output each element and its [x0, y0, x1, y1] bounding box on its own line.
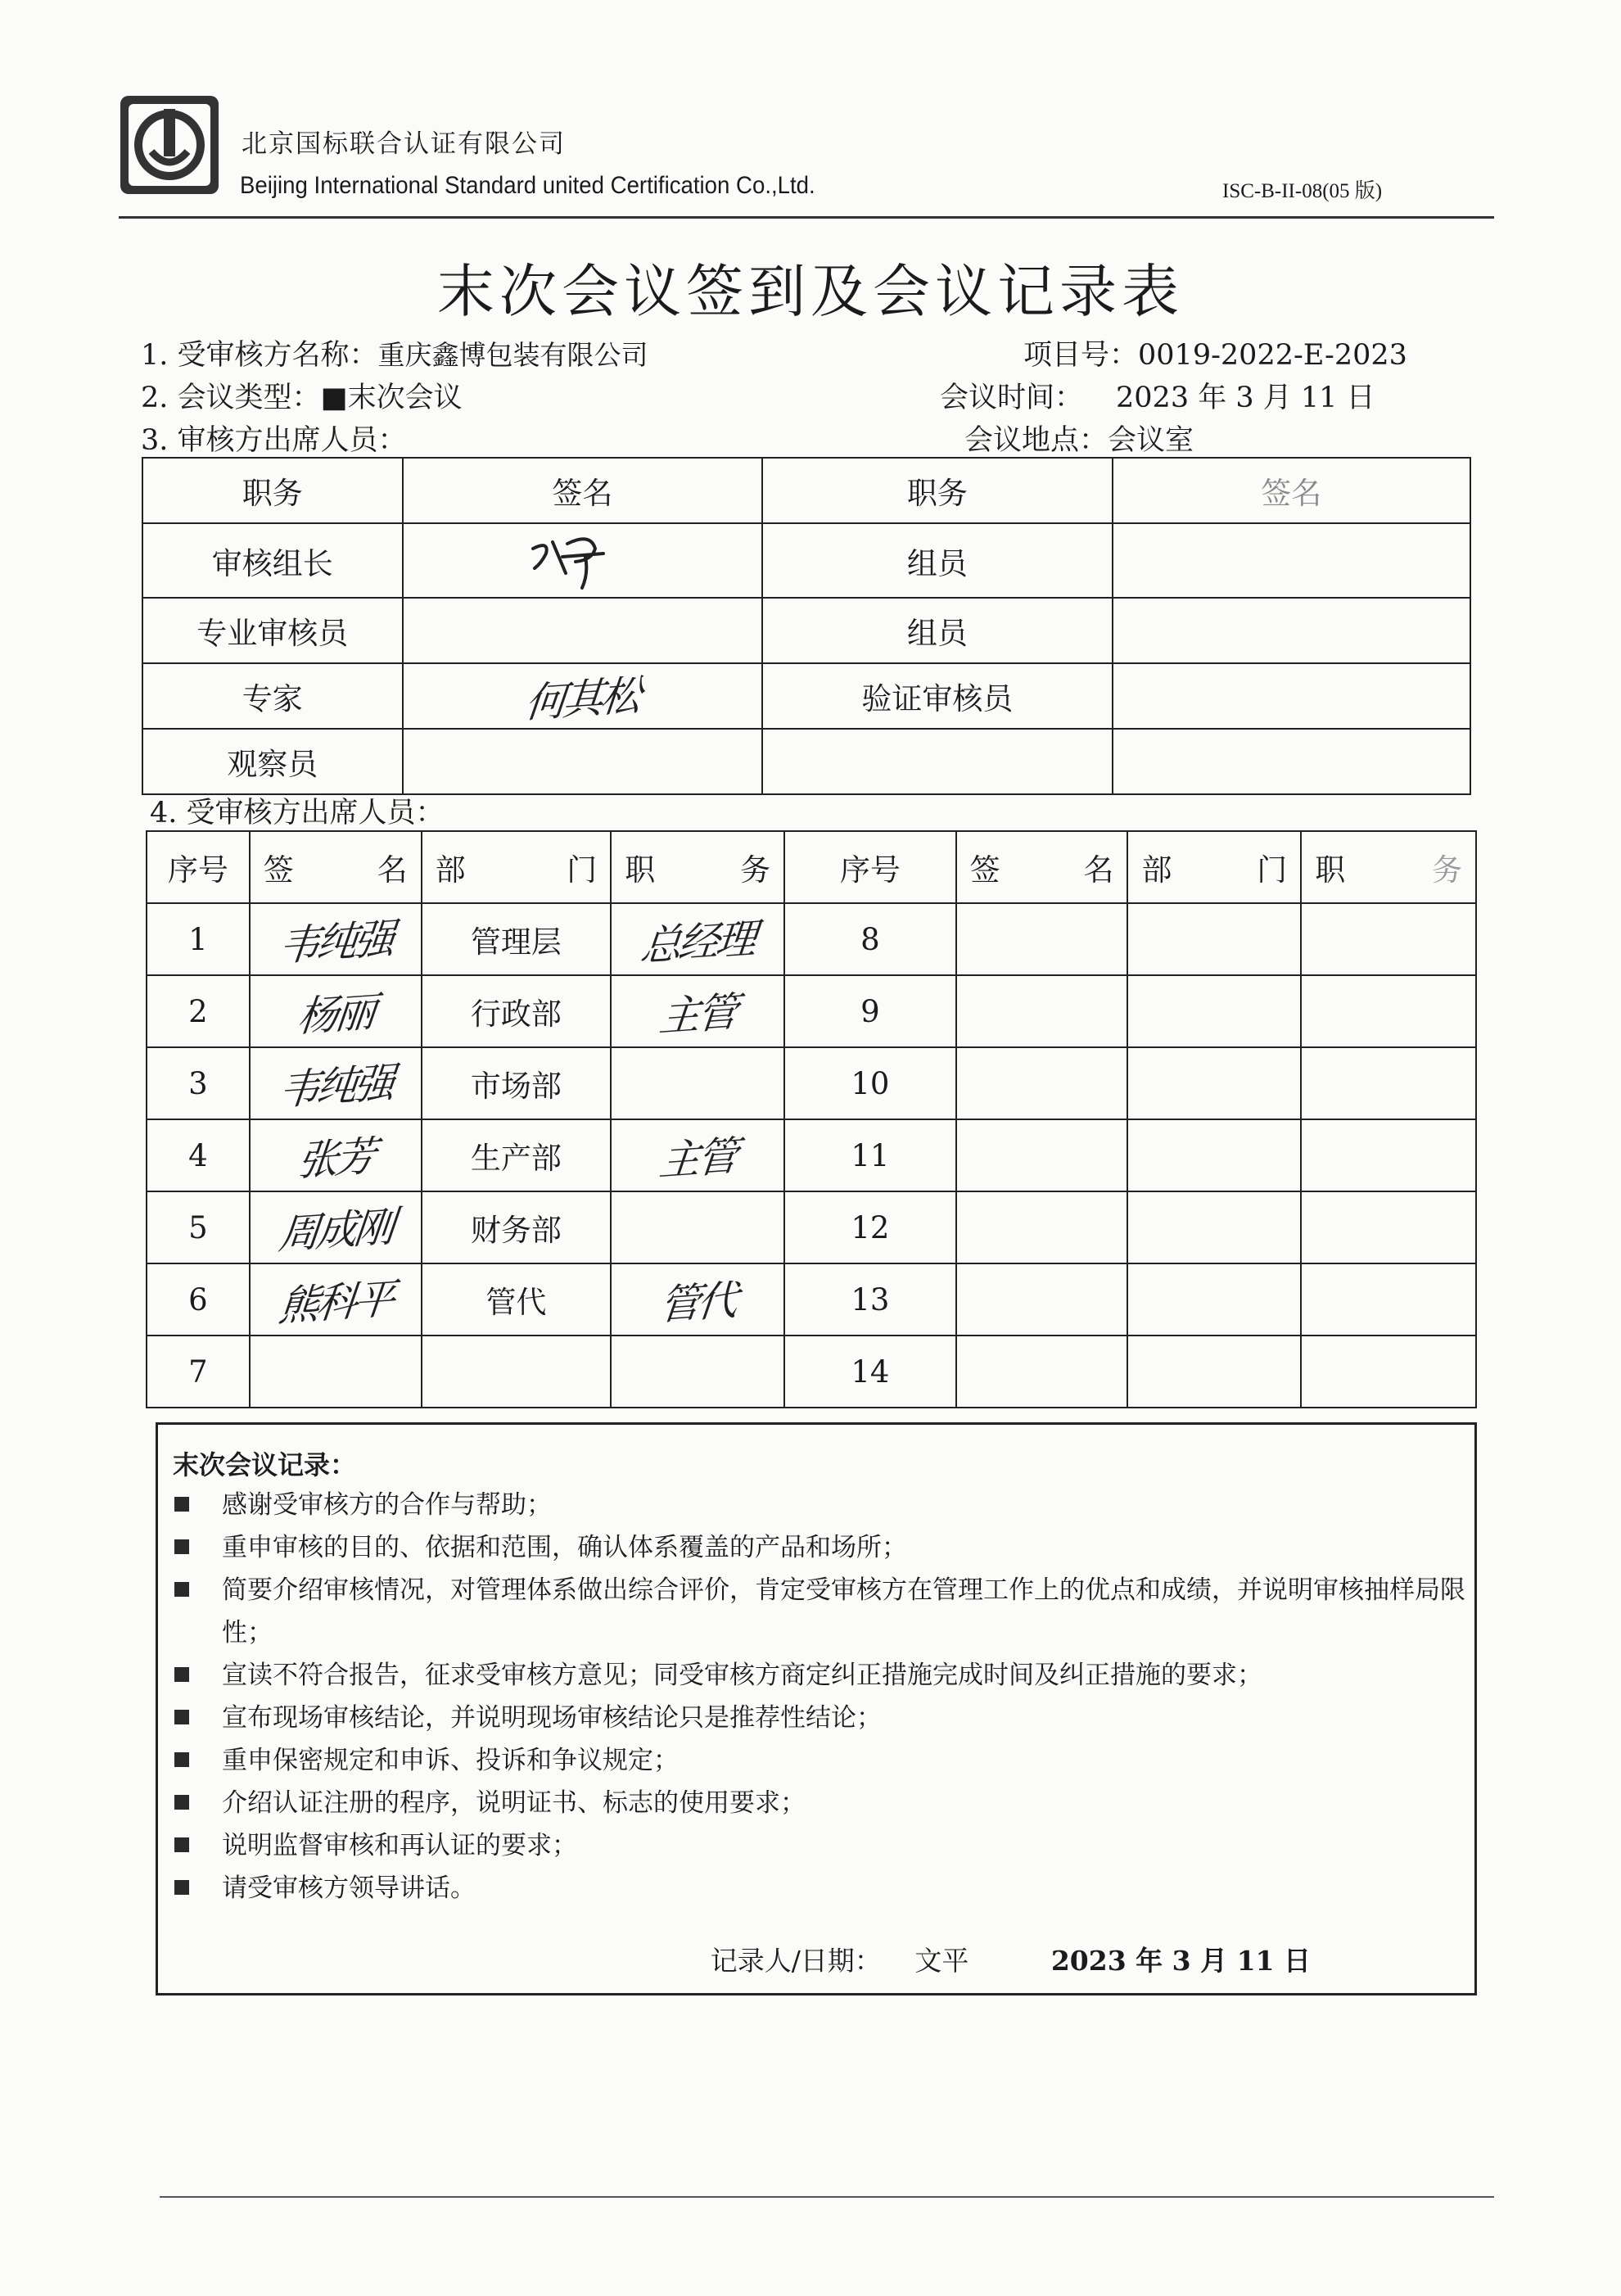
minutes-item-text: 说明监督审核和再认证的要求；: [222, 1831, 577, 1860]
table-row: [142, 663, 1470, 729]
row-number: 12: [784, 1191, 956, 1263]
header-char: 签: [969, 852, 1000, 888]
header-char: 部: [1141, 852, 1172, 888]
header-char: 部: [435, 852, 466, 888]
row-number: 2: [147, 975, 250, 1047]
header-char: 门: [1257, 852, 1288, 888]
department-cell: [1127, 975, 1301, 1047]
signature-cell: [1113, 729, 1470, 794]
row-number: 11: [784, 1119, 956, 1191]
position-cell: [611, 975, 784, 1047]
signature-cell: [956, 903, 1128, 975]
attendee-signature: 韦纯强: [276, 1058, 395, 1115]
minutes-item-text: 重申保密规定和申诉、投诉和争议规定；: [222, 1746, 679, 1775]
recorder-name: 文平: [914, 1945, 969, 1977]
department-cell: [1127, 903, 1301, 975]
signature-cell: [1113, 598, 1470, 663]
signature-cell: [1113, 663, 1470, 729]
company-name-en: Beijing International Standard united Certification Co.,Ltd.: [240, 172, 815, 199]
table-row: [142, 598, 1470, 663]
header-dept: [1127, 831, 1301, 903]
auditee-attendees-label: 4. 受审核方出席人员：: [150, 797, 445, 829]
role-cell: 观察员: [142, 729, 403, 794]
auditor-table: [142, 457, 1471, 795]
meeting-minutes-box: [156, 1422, 1477, 1995]
square-bullet-icon: [174, 1497, 189, 1512]
header-char: 务: [1432, 852, 1462, 888]
meeting-time-value: 2023 年 3 月 11 日: [1116, 382, 1375, 414]
project-label: 项目号：: [1023, 339, 1139, 372]
auditor-table-header: [142, 458, 1470, 523]
table-row: [147, 1047, 1476, 1119]
position-cell: [611, 903, 784, 975]
header-cell: 签名: [1113, 458, 1470, 523]
department-cell: [1127, 1047, 1301, 1119]
meeting-place-label: 会议地点：: [964, 424, 1109, 457]
position-cell: [611, 1336, 784, 1408]
minutes-item-text: 请受审核方领导讲话。: [222, 1873, 476, 1903]
square-bullet-icon: [174, 1582, 189, 1597]
attendee-signature: 熊科平: [276, 1274, 395, 1331]
header-char: 务: [740, 852, 771, 888]
table-row: [147, 1263, 1476, 1336]
role-cell: 验证审核员: [762, 663, 1112, 729]
auditee-name: 重庆鑫博包装有限公司: [377, 339, 648, 371]
signature-cell: [956, 1119, 1128, 1191]
header-cell: 职务: [142, 458, 403, 523]
page-title: 末次会议签到及会议记录表: [437, 258, 1184, 325]
role-cell: 审核组长: [142, 523, 403, 598]
minutes-item-text: 宣布现场审核结论，并说明现场审核结论只是推荐性结论；: [222, 1703, 882, 1733]
company-name-cn: 北京国标联合认证有限公司: [242, 129, 566, 159]
signature-cell: [250, 1119, 422, 1191]
signature-cell: [250, 1191, 422, 1263]
signature-cell: [956, 1191, 1128, 1263]
minutes-item-text: 感谢受审核方的合作与帮助；: [222, 1490, 552, 1520]
row-number: 7: [147, 1336, 250, 1408]
row-number: 3: [147, 1047, 250, 1119]
position-cell: [1301, 1119, 1476, 1191]
signature-cell: [1113, 523, 1470, 598]
row-number: 5: [147, 1191, 250, 1263]
header-char: 职: [1315, 852, 1346, 888]
department-cell: [1127, 1119, 1301, 1191]
list-item: [173, 1654, 1466, 1697]
row-number: 1: [147, 903, 250, 975]
list-item: [173, 1697, 1466, 1739]
list-item: [173, 1739, 1466, 1782]
position-cell: [611, 1047, 784, 1119]
header-char: 职: [625, 852, 656, 888]
list-item: [173, 1782, 1466, 1824]
document-code: ISC-B-II-08(05 版): [1222, 180, 1383, 202]
row-number: 10: [784, 1047, 956, 1119]
table-row: [147, 1336, 1476, 1408]
handwritten-signature-icon: [517, 524, 648, 590]
department-cell: [1127, 1191, 1301, 1263]
header-sign: [956, 831, 1128, 903]
signature-cell: [403, 598, 763, 663]
header-position: [1301, 831, 1476, 903]
position-cell: [1301, 1047, 1476, 1119]
signature-cell: [403, 729, 763, 794]
square-bullet-icon: [174, 1667, 189, 1682]
position-cell: [1301, 1263, 1476, 1336]
square-bullet-icon: [174, 1880, 189, 1895]
header-char: 名: [1083, 852, 1114, 888]
signature-cell: [956, 975, 1128, 1047]
recorder-date: 2023 年 3 月 11 日: [1050, 1945, 1311, 1977]
signature-cell: [250, 1336, 422, 1408]
row-number: 4: [147, 1119, 250, 1191]
department-cell: 管理层: [422, 903, 612, 975]
minutes-heading: 末次会议记录：: [173, 1449, 357, 1480]
square-bullet-icon: [174, 1539, 189, 1554]
recorder-label: 记录人/日期：: [710, 1945, 882, 1977]
square-bullet-icon: [174, 1837, 189, 1852]
list-item: [173, 1824, 1466, 1867]
expert-signature: 何其松: [523, 671, 641, 728]
position-cell: [611, 1263, 784, 1336]
auditee-label: 1. 受审核方名称：: [141, 339, 378, 372]
department-cell: 行政部: [422, 975, 612, 1047]
recorder-line: [711, 1940, 1311, 1978]
row-number: 6: [147, 1263, 250, 1336]
role-cell: 组员: [762, 523, 1112, 598]
footer-divider: [160, 2196, 1494, 2198]
table-row: [147, 975, 1476, 1047]
position-handwriting: 主管: [657, 1132, 738, 1186]
meeting-time-label: 会议时间：: [940, 382, 1084, 414]
auditor-attendees-label: 3. 审核方出席人员：: [141, 424, 407, 457]
header-position: [611, 831, 784, 903]
meeting-type-value: ■末次会议: [320, 382, 463, 414]
position-cell: [611, 1119, 784, 1191]
attendee-signature: 周成刚: [276, 1202, 395, 1259]
table-row: [147, 1191, 1476, 1263]
list-item: [173, 1484, 1466, 1526]
minutes-item-text: 宣读不符合报告，征求受审核方意见；同受审核方商定纠正措施完成时间及纠正措施的要求；: [222, 1661, 1262, 1690]
signature-cell: [250, 1263, 422, 1336]
header-cell: 签名: [403, 458, 763, 523]
table-row: [142, 523, 1470, 598]
header-sign: [250, 831, 422, 903]
department-cell: 市场部: [422, 1047, 612, 1119]
project-line: [1023, 332, 1407, 373]
table-row: [147, 903, 1476, 975]
position-cell: [1301, 903, 1476, 975]
signature-cell: [250, 1047, 422, 1119]
role-cell: 组员: [762, 598, 1112, 663]
header-char: 签: [263, 852, 294, 888]
signature-cell: [250, 903, 422, 975]
position-handwriting: 管代: [657, 1276, 738, 1330]
square-bullet-icon: [174, 1795, 189, 1810]
row-number: 14: [784, 1336, 956, 1408]
position-cell: [1301, 975, 1476, 1047]
meeting-time-line: [940, 375, 1375, 416]
signature-cell: [956, 1336, 1128, 1408]
header-cell: 职务: [762, 458, 1112, 523]
row-number: 9: [784, 975, 956, 1047]
minutes-item-text: 重申审核的目的、依据和范围，确认体系覆盖的产品和场所；: [222, 1533, 907, 1562]
header-char: 名: [377, 852, 408, 888]
department-cell: [1127, 1336, 1301, 1408]
signature-cell: [250, 975, 422, 1047]
attendee-signature: 张芳: [295, 1132, 376, 1186]
role-cell: 专家: [142, 663, 403, 729]
department-cell: 财务部: [422, 1191, 612, 1263]
position-cell: [1301, 1336, 1476, 1408]
meeting-place-line: [964, 418, 1194, 459]
table-row: [142, 729, 1470, 794]
header-char: 门: [567, 852, 598, 888]
meeting-type-label: 2. 会议类型：: [141, 382, 321, 414]
attendee-signature: 韦纯强: [276, 914, 395, 971]
row-number: 13: [784, 1263, 956, 1336]
company-logo-icon: [119, 94, 220, 196]
attendee-signature: 杨丽: [295, 988, 376, 1042]
signature-cell: [403, 663, 763, 729]
minutes-list: [173, 1484, 1466, 1910]
project-number: 0019-2022-E-2023: [1138, 339, 1407, 372]
department-cell: 管代: [422, 1263, 612, 1336]
header-dept: [422, 831, 612, 903]
department-cell: [1127, 1263, 1301, 1336]
header-divider: [119, 216, 1494, 219]
department-cell: [422, 1336, 612, 1408]
list-item: [173, 1526, 1466, 1569]
signature-cell: [956, 1263, 1128, 1336]
table-row: [147, 1119, 1476, 1191]
auditee-line: [141, 332, 648, 373]
square-bullet-icon: [174, 1752, 189, 1767]
auditee-table-header: [147, 831, 1476, 903]
auditee-table: [146, 830, 1477, 1408]
header-no: 序号: [147, 831, 250, 903]
role-cell: [762, 729, 1112, 794]
position-handwriting: 总经理: [638, 914, 756, 971]
signature-cell: [403, 523, 763, 598]
position-handwriting: 主管: [657, 988, 738, 1042]
header-no: 序号: [784, 831, 956, 903]
list-item: [173, 1867, 1466, 1910]
role-cell: 专业审核员: [142, 598, 403, 663]
meeting-place-value: 会议室: [1108, 424, 1194, 457]
minutes-item-text: 简要介绍审核情况，对管理体系做出综合评价，肯定受审核方在管理工作上的优点和成绩，并说明审核抽样局限性；: [222, 1575, 1465, 1647]
department-cell: 生产部: [422, 1119, 612, 1191]
list-item: [173, 1569, 1466, 1654]
position-cell: [1301, 1191, 1476, 1263]
meeting-type-line: [141, 375, 463, 416]
signature-cell: [956, 1047, 1128, 1119]
position-cell: [611, 1191, 784, 1263]
square-bullet-icon: [174, 1710, 189, 1724]
minutes-item-text: 介绍认证注册的程序，说明证书、标志的使用要求；: [222, 1788, 806, 1818]
row-number: 8: [784, 903, 956, 975]
